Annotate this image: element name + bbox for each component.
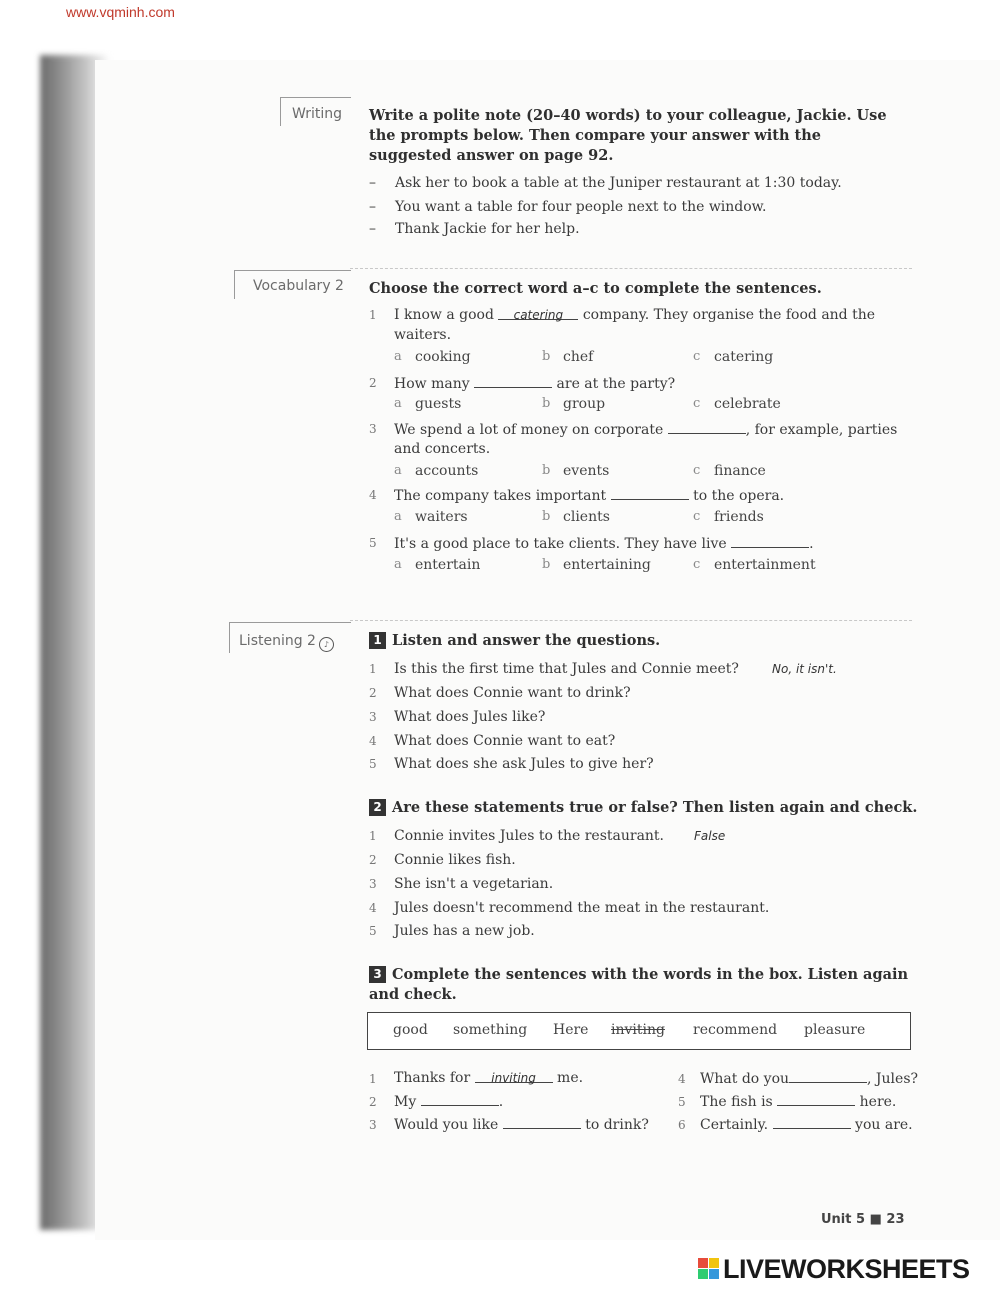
- item-number: 4: [678, 1072, 686, 1086]
- item-number: 4: [369, 488, 377, 502]
- answer-text: catering: [513, 308, 564, 322]
- answer-text: inviting: [491, 1071, 536, 1085]
- item-number: 5: [369, 924, 377, 938]
- option-letter: c: [693, 557, 701, 572]
- exercise-number: 1: [369, 632, 386, 649]
- item-number: 5: [369, 536, 377, 550]
- option-letter: b: [542, 396, 551, 411]
- exercise-instruction: Are these statements true or false? Then listen again and check.: [392, 799, 918, 816]
- word-box: [367, 1012, 911, 1050]
- statement-text: Jules has a new job.: [394, 923, 535, 939]
- writing-prompt: [369, 197, 767, 217]
- option-letter: b: [542, 509, 551, 524]
- sentence-end: , Jules?: [867, 1071, 919, 1087]
- sentence-start: We spend a lot of money on corporate: [394, 422, 664, 438]
- brand-name: LIVEWORKSHEETS: [723, 1254, 970, 1284]
- vocabulary-instruction: Choose the correct word a–c to complete the sentences.: [369, 280, 822, 297]
- writing-label: Writing: [292, 106, 342, 122]
- option-c[interactable]: friends: [714, 509, 764, 525]
- vocabulary-label: Vocabulary 2: [253, 278, 344, 294]
- option-letter: a: [394, 396, 402, 411]
- option-letter: c: [693, 463, 701, 478]
- sentence-start: Certainly.: [700, 1117, 769, 1133]
- option-b[interactable]: group: [563, 396, 606, 412]
- sentence-start: My: [394, 1094, 417, 1110]
- answer-blank[interactable]: [668, 419, 746, 434]
- exercise-instruction: Complete the sentences with the words in the box. Listen again: [392, 966, 909, 983]
- headphones-icon: ♪: [319, 637, 334, 652]
- option-letter: a: [394, 557, 402, 572]
- answer-blank[interactable]: [474, 373, 552, 388]
- site-url[interactable]: www.vqminh.com: [66, 4, 175, 20]
- question-text: What does Jules like?: [394, 709, 546, 725]
- item-number: 5: [369, 757, 377, 771]
- statement-text: She isn't a vegetarian.: [394, 876, 554, 892]
- unit-label: Unit 5: [821, 1212, 866, 1227]
- dash: –: [369, 175, 376, 191]
- answer-blank[interactable]: [611, 485, 689, 500]
- answer-blank[interactable]: [475, 1068, 553, 1083]
- option-c[interactable]: celebrate: [714, 396, 781, 412]
- question-text: Is this the first time that Jules and Connie meet?: [394, 661, 739, 677]
- page-number: 23: [886, 1212, 905, 1227]
- gap-sentence: [700, 1114, 913, 1135]
- writing-instruction: Write a polite note (20–40 words) to your colleague, Jackie. Use the prompts below. Then compare your answer with the suggested answer on page 92.: [369, 107, 887, 164]
- answer-blank[interactable]: [789, 1068, 867, 1083]
- vocab-sentence: [394, 419, 897, 440]
- answer-blank[interactable]: [498, 305, 578, 320]
- exercise-2-heading: [369, 798, 917, 818]
- sentence-start: The fish is: [700, 1094, 773, 1110]
- option-a[interactable]: entertain: [415, 557, 481, 573]
- exercise-number: 3: [369, 966, 386, 983]
- sentence-end: you are.: [855, 1117, 913, 1133]
- item-number: 2: [369, 376, 377, 390]
- option-letter: c: [693, 509, 701, 524]
- exercise-instruction-cont: and check.: [369, 986, 457, 1003]
- writing-prompt: [369, 173, 842, 193]
- sentence-end: .: [809, 536, 814, 552]
- option-b[interactable]: events: [563, 463, 610, 479]
- gap-sentence: [394, 1114, 649, 1135]
- box-word[interactable]: recommend: [693, 1022, 778, 1038]
- prompt-text: You want a table for four people next to the window.: [395, 199, 767, 215]
- question-text: What does Connie want to eat?: [394, 733, 616, 749]
- item-number: 3: [369, 1118, 377, 1132]
- box-word[interactable]: good: [393, 1022, 428, 1038]
- item-number: 2: [369, 686, 377, 700]
- answer-text[interactable]: False: [694, 829, 726, 843]
- box-word[interactable]: pleasure: [804, 1022, 866, 1038]
- prompt-text: Ask her to book a table at the Juniper restaurant at 1:30 today.: [395, 175, 842, 191]
- option-b[interactable]: chef: [563, 349, 594, 365]
- item-number: 3: [369, 422, 377, 436]
- box-word[interactable]: something: [453, 1022, 528, 1038]
- gap-sentence: [700, 1068, 918, 1089]
- item-number: 1: [369, 1072, 377, 1086]
- box-word-used[interactable]: inviting: [611, 1022, 665, 1038]
- section-divider: [350, 268, 912, 269]
- sentence-end: to drink?: [585, 1117, 649, 1133]
- item-number: 4: [369, 734, 377, 748]
- option-a[interactable]: guests: [415, 396, 462, 412]
- option-letter: a: [394, 509, 402, 524]
- option-c[interactable]: entertainment: [714, 557, 816, 573]
- exercise-number: 2: [369, 799, 386, 816]
- exercise-3-heading: [369, 965, 908, 985]
- box-word[interactable]: Here: [553, 1022, 589, 1038]
- question-text: What does she ask Jules to give her?: [394, 756, 654, 772]
- sentence-continuation: waiters.: [394, 327, 452, 343]
- vocab-sentence: [394, 533, 814, 554]
- option-c[interactable]: finance: [714, 463, 766, 479]
- liveworksheets-logo-icon: [698, 1258, 720, 1280]
- sentence-continuation: and concerts.: [394, 441, 491, 457]
- vocab-sentence: [394, 485, 784, 506]
- item-number: 1: [369, 829, 377, 843]
- gap-sentence: [700, 1091, 896, 1112]
- answer-blank[interactable]: [777, 1091, 855, 1106]
- answer-blank[interactable]: [731, 533, 809, 548]
- sentence-start: The company takes important: [394, 488, 607, 504]
- option-b[interactable]: entertaining: [563, 557, 651, 573]
- page-footer: [821, 1212, 905, 1227]
- option-a[interactable]: waiters: [415, 509, 468, 525]
- answer-blank[interactable]: [773, 1114, 851, 1129]
- sentence-end: company. They organise the food and the: [582, 307, 876, 323]
- item-number: 4: [369, 901, 377, 915]
- exercise-1-heading: [369, 631, 660, 651]
- answer-blank[interactable]: [503, 1114, 581, 1129]
- sentence-end: , for example, parties: [745, 422, 898, 438]
- sentence-end: here.: [859, 1094, 897, 1110]
- sentence-start: I know a good: [394, 307, 494, 323]
- question-text: What does Connie want to drink?: [394, 685, 631, 701]
- option-letter: a: [394, 463, 402, 478]
- listening-label: [239, 633, 334, 652]
- item-number: 2: [369, 853, 377, 867]
- sentence-start: What do you: [700, 1071, 790, 1087]
- item-number: 3: [369, 710, 377, 724]
- option-c[interactable]: catering: [714, 349, 774, 365]
- option-b[interactable]: clients: [563, 509, 610, 525]
- dash: –: [369, 221, 376, 237]
- writing-prompt: [369, 219, 580, 239]
- item-number: 1: [369, 308, 377, 322]
- statement-text: Connie likes fish.: [394, 852, 516, 868]
- vocab-sentence: [394, 373, 675, 394]
- prompt-text: Thank Jackie for her help.: [395, 221, 580, 237]
- sentence-start: It's a good place to take clients. They have live: [394, 536, 727, 552]
- item-number: 3: [369, 877, 377, 891]
- option-a[interactable]: accounts: [415, 463, 479, 479]
- sentence-end: are at the party?: [556, 376, 676, 392]
- sentence-end: me.: [557, 1070, 584, 1086]
- dash: –: [369, 199, 376, 215]
- item-number: 1: [369, 662, 377, 676]
- sentence-end: to the opera.: [693, 488, 785, 504]
- answer-text[interactable]: No, it isn't.: [772, 662, 837, 676]
- item-number: 6: [678, 1118, 686, 1132]
- option-letter: a: [394, 349, 402, 364]
- option-a[interactable]: cooking: [415, 349, 471, 365]
- square-icon: ■: [869, 1212, 882, 1227]
- gap-sentence: [394, 1091, 503, 1112]
- statement-text: Connie invites Jules to the restaurant.: [394, 828, 665, 844]
- vocab-sentence: [394, 305, 875, 325]
- sentence-start: Thanks for: [394, 1070, 471, 1086]
- exercise-instruction: Listen and answer the questions.: [392, 632, 661, 649]
- item-number: 5: [678, 1095, 686, 1109]
- sentence-start: How many: [394, 376, 470, 392]
- option-letter: c: [693, 349, 701, 364]
- option-letter: c: [693, 396, 701, 411]
- option-letter: b: [542, 557, 551, 572]
- answer-blank[interactable]: [421, 1091, 499, 1106]
- sentence-start: Would you like: [394, 1117, 499, 1133]
- option-letter: b: [542, 463, 551, 478]
- listening-label-text: Listening 2: [239, 633, 316, 649]
- statement-text: Jules doesn't recommend the meat in the restaurant.: [394, 900, 770, 916]
- section-divider: [350, 620, 912, 621]
- liveworksheets-brand[interactable]: [698, 1254, 970, 1285]
- item-number: 2: [369, 1095, 377, 1109]
- option-letter: b: [542, 349, 551, 364]
- gap-sentence: [394, 1068, 583, 1088]
- sentence-end: .: [498, 1094, 504, 1110]
